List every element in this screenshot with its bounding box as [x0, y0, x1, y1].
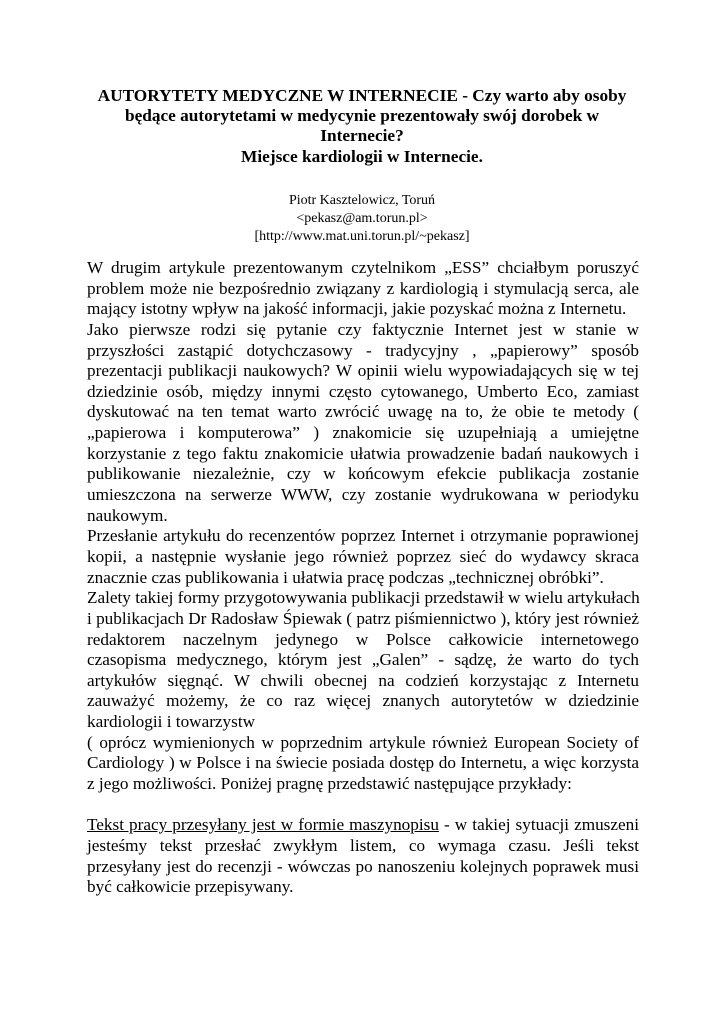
- body-line: umieszczona na serwerze WWW, czy zostanie wydrukowana w periodyku: [87, 485, 639, 505]
- final-paragraph-first-line: [87, 815, 639, 836]
- subtitle-line: Miejsce kardiologii w Internecie.: [241, 146, 483, 166]
- body-line: prezentacji publikacji naukowych? W opinii wielu wypowiadających się w tej: [87, 361, 639, 381]
- body-line: przyszłości zastąpić dotychczasowy - tradycyjny , „papierowy” sposób: [87, 340, 639, 360]
- body-line: Przesłanie artykułu do recenzentów poprzez Internet i otrzymanie poprawionej: [87, 526, 639, 546]
- body-line: dyskutować na ten temat warto zwrócić uwagę na to, że obie te metody (: [87, 402, 639, 422]
- body-line: Cardiology ) w Polsce i na świecie posiada dostęp do Internetu, a więc korzysta: [87, 753, 639, 773]
- body-line: problem może nie bezpośrednio związany z kardiologią i stymulacją serca, ale: [87, 278, 639, 298]
- article-body: [87, 258, 639, 898]
- body-line: artykułów sięgnąć. W chwili obecnej na codzień korzystając z Internetu: [87, 670, 639, 690]
- body-line: i publikacjach Dr Radosław Śpiewak ( patrz piśmiennictwo ), który jest również: [87, 608, 639, 628]
- author-block: [60, 192, 664, 245]
- body-line: naukowym.: [87, 505, 168, 525]
- document-title: [60, 86, 664, 167]
- body-line: Zalety takiej formy przygotowywania publikacji przedstawił w wielu artykułach: [87, 588, 640, 608]
- body-line: przesyłany jest do recenzji - wówczas po nanoszeniu kolejnych poprawek musi: [87, 856, 639, 876]
- body-line: być całkowicie przepisywany.: [87, 877, 294, 897]
- body-line: jesteśmy tekst przesłać zwykłym listem, co wymaga czasu. Jeśli tekst: [87, 835, 639, 855]
- lead-rest: - w takiej sytuacji zmuszeni: [438, 815, 639, 835]
- body-line: kopii, a następnie wysłanie jego również poprzez sieć do wydawcy skraca: [87, 546, 639, 566]
- author-email: <pekasz@am.torun.pl>: [296, 210, 428, 226]
- body-line: ( oprócz wymienionych w poprzednim artykule również European Society of: [87, 732, 639, 752]
- body-line: czasopisma medycznego, którym jest „Galen” - sądzę, że warto do tych: [87, 650, 639, 670]
- paragraph-spacer: [87, 795, 639, 816]
- body-line: kardiologii i towarzystw: [87, 712, 256, 732]
- underlined-lead: Tekst pracy przesyłany jest w formie maszynopisu: [87, 815, 439, 835]
- author-name: Piotr Kasztelowicz, Toruń: [288, 193, 436, 208]
- body-line: redaktorem naczelnym jedynego w Polsce całkowicie internetowego: [87, 629, 639, 649]
- title-line: Internecie?: [320, 126, 404, 146]
- body-line: W drugim artykule prezentowanym czytelnikom „ESS” chciałbym poruszyć: [87, 258, 639, 277]
- author-url: [http://www.mat.uni.torun.pl/~pekasz]: [254, 228, 470, 244]
- body-line: korzystanie z tego faktu znakomicie ułatwia prowadzenie badań naukowych i: [87, 443, 639, 463]
- body-line: z jego możliwości. Poniżej pragnę przedstawić następujące przykłady:: [87, 774, 572, 794]
- body-line: znacznie czas publikowania i ułatwia pracę podczas „technicznej obróbki”.: [87, 567, 604, 587]
- title-line: AUTORYTETY MEDYCZNE W INTERNECIE - Czy warto aby osoby: [97, 86, 627, 105]
- body-line: „papierowa i komputerowa” ) znakomicie się uzupełniają a umiejętne: [87, 423, 639, 443]
- body-line: publikowanie niezależnie, czy w końcowym efekcie publikacja zostanie: [87, 464, 639, 484]
- body-line: Jako pierwsze rodzi się pytanie czy faktycznie Internet jest w stanie w: [87, 319, 639, 339]
- body-line: dziedzinie osób, między innymi często cytowanego, Umberto Eco, zamiast: [87, 381, 639, 401]
- body-line: mający istotny wpływ na jakość informacji, jakie pozyskać można z Internetu.: [87, 299, 627, 319]
- title-line: będące autorytetami w medycynie prezentowały swój dorobek w: [124, 106, 600, 126]
- body-line: zauważyć możemy, że co raz więcej znanych autorytetów w dziedzinie: [87, 691, 639, 711]
